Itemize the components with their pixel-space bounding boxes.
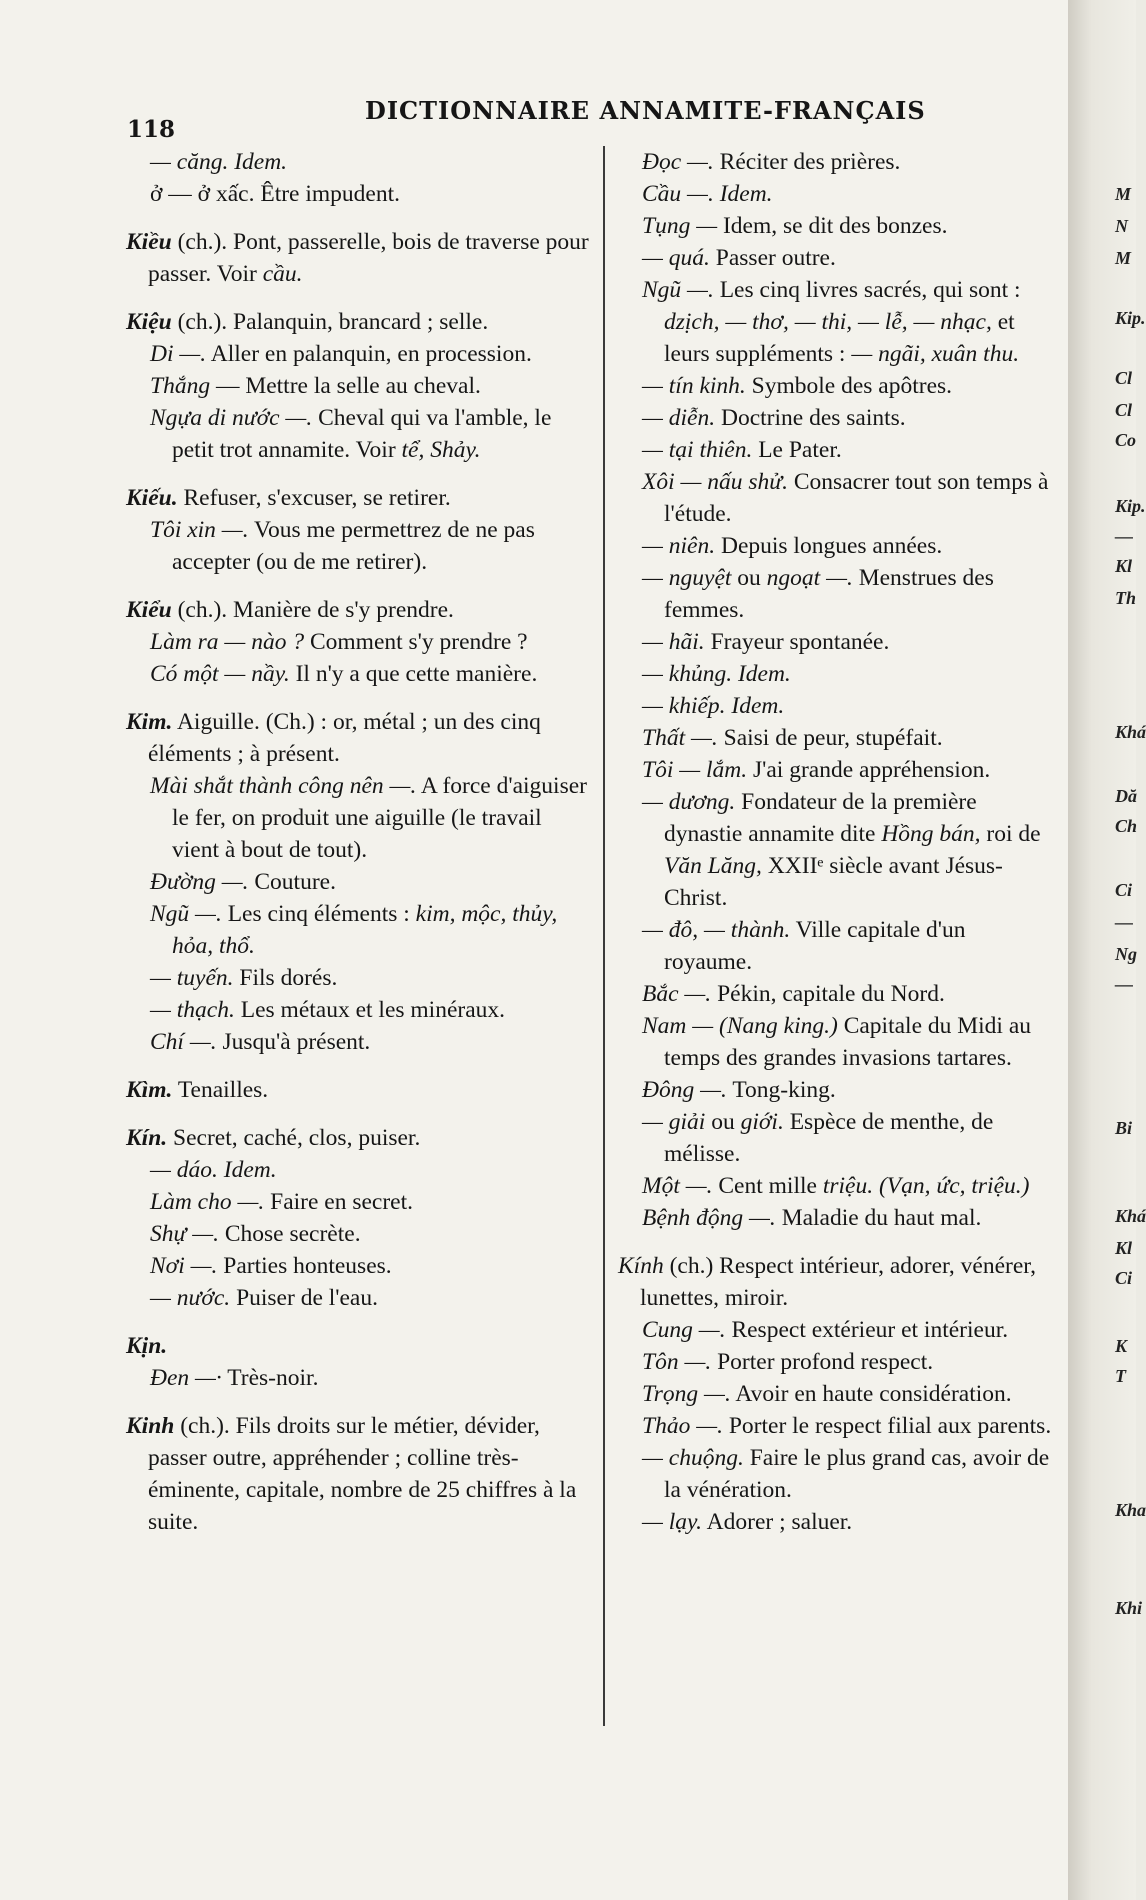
sub-entry xyxy=(150,1026,592,1058)
gloss: Pékin, capitale du Nord. xyxy=(717,981,945,1007)
definition: (ch.) Respect intérieur, adorer, vénérer, lunettes, miroir. xyxy=(640,1253,1037,1311)
sub-entry xyxy=(642,1314,1056,1346)
gloss: et leurs suppléments : xyxy=(664,309,1015,367)
sub-entry xyxy=(642,466,1056,530)
gloss: Comment s'y prendre ? xyxy=(309,629,528,655)
phrase: Đường —. xyxy=(150,869,249,895)
phrase: Chí —. xyxy=(150,1029,217,1055)
phrase: — tuyến. xyxy=(150,965,234,991)
right-column xyxy=(618,146,1056,1538)
sub-entry xyxy=(150,402,592,466)
sub-entry xyxy=(642,914,1056,978)
entry-kin xyxy=(126,1122,592,1154)
sub-entry xyxy=(642,274,1056,370)
edge-fragment: Th xyxy=(1115,588,1137,608)
definition: (ch.). Fils droits sur le métier, dévider, passer outre, appréhender ; colline très-éminente, capitale, nombre de 25 chiffres à la suite. xyxy=(148,1413,577,1535)
phrase: — tín kinh. xyxy=(642,373,746,399)
phrase: Ngũ —. xyxy=(642,277,714,303)
edge-fragment: Ng xyxy=(1115,944,1137,964)
entry-line: — căng. Idem. xyxy=(150,149,288,175)
edge-fragment: M xyxy=(1115,248,1132,268)
sub-entry xyxy=(642,1506,1056,1538)
sub-entry xyxy=(642,146,1056,178)
gloss: Très-noir. xyxy=(227,1365,319,1391)
cross-reference: — ngãi, xuân thu. xyxy=(851,341,1020,367)
sub-entry xyxy=(642,754,1056,786)
phrase: giới. xyxy=(740,1109,784,1135)
sub-entry xyxy=(150,962,592,994)
edge-fragment: Co xyxy=(1115,430,1137,450)
phrase: Trọng —. xyxy=(642,1381,731,1407)
edge-fragment: Ci xyxy=(1115,880,1133,900)
phrase: Nơi —. xyxy=(150,1253,218,1279)
sub-entry xyxy=(150,514,592,578)
headword: Kính xyxy=(618,1253,664,1279)
phrase: — giải xyxy=(642,1109,706,1135)
headword: Kim. xyxy=(126,709,173,735)
cross-reference: Hồng bán, xyxy=(881,821,981,847)
headword: Kịn. xyxy=(126,1333,168,1359)
phrase: — thạch. xyxy=(150,997,235,1023)
phrase: Đọc —. xyxy=(642,149,714,175)
phrase: Cầu —. xyxy=(642,181,714,207)
sub-entry xyxy=(150,1154,592,1186)
phrase: Di —. xyxy=(150,341,207,367)
gloss: Le Pater. xyxy=(758,437,842,463)
phrase: — quá. xyxy=(642,245,710,271)
phrase: — đô, — thành. xyxy=(642,917,791,943)
sub-entry xyxy=(642,242,1056,274)
sub-entry xyxy=(642,178,1056,210)
phrase: Đen —· xyxy=(150,1365,222,1391)
phrase: Ngựa di nước —. xyxy=(150,405,313,431)
sub-entry xyxy=(642,626,1056,658)
phrase: — dương. xyxy=(642,789,736,815)
sub-entry xyxy=(150,1282,592,1314)
gloss: Idem. xyxy=(737,661,791,687)
phrase: — lạy. xyxy=(642,1509,703,1535)
phrase: Thắng xyxy=(150,373,211,399)
phrase: — nguyệt xyxy=(642,565,732,591)
edge-fragment: Cl xyxy=(1115,400,1133,420)
definition: (ch.). Manière de s'y prendre. xyxy=(177,597,454,623)
gloss: — Mettre la selle au cheval. xyxy=(215,373,481,399)
phrase: Thảo —. xyxy=(642,1413,723,1439)
gloss: Chose secrète. xyxy=(224,1221,361,1247)
sub-entry xyxy=(642,722,1056,754)
phrase: Làm cho —. xyxy=(150,1189,265,1215)
sub-entry xyxy=(150,866,592,898)
sub-entry xyxy=(642,370,1056,402)
gloss: Capitale du Midi au temps des grandes invasions tartares. xyxy=(664,1013,1032,1071)
gloss: Réciter des prières. xyxy=(719,149,901,175)
gloss: Saisi de peur, stupéfait. xyxy=(723,725,943,751)
running-title: DICTIONNAIRE ANNAMITE-FRANÇAIS xyxy=(365,96,926,125)
gloss: XXIIᵉ siècle avant Jésus-Christ. xyxy=(664,853,1003,911)
entry-kieu-bridge xyxy=(126,226,592,290)
phrase: Đông —. xyxy=(642,1077,727,1103)
edge-fragment: Khá xyxy=(1115,722,1146,742)
phrase: Bắc —. xyxy=(642,981,712,1007)
entry-kieu-manner xyxy=(126,594,592,626)
sub-entry xyxy=(642,1346,1056,1378)
definition: Tenailles. xyxy=(177,1077,269,1103)
gloss: Idem, se dit des bonzes. xyxy=(722,213,948,239)
edge-fragment: Kha xyxy=(1115,1500,1146,1520)
edge-fragment: Bi xyxy=(1115,1118,1133,1138)
phrase: Cung —. xyxy=(642,1317,726,1343)
sub-entry xyxy=(150,1362,592,1394)
phrase: — tại thiên. xyxy=(642,437,753,463)
sub-entry xyxy=(642,1202,1056,1234)
gloss: ou xyxy=(711,1109,735,1135)
headword: Kìm. xyxy=(126,1077,173,1103)
gloss: Faire le plus grand cas, avoir de la vénération. xyxy=(664,1445,1050,1503)
edge-fragment: Ci xyxy=(1115,1268,1133,1288)
gloss: Idem. xyxy=(731,693,785,719)
gloss: Passer outre. xyxy=(715,245,836,271)
headword: Kinh xyxy=(126,1413,175,1439)
definition: Refuser, s'excuser, se retirer. xyxy=(183,485,451,511)
definition: (ch.). Palanquin, brancard ; selle. xyxy=(177,309,489,335)
cross-reference: Văn Lăng, xyxy=(664,853,762,879)
sub-entry xyxy=(150,1250,592,1282)
cross-reference: tể, Shảy. xyxy=(401,437,481,463)
sub-entry xyxy=(150,994,592,1026)
edge-fragment: Cl xyxy=(1115,368,1133,388)
sub-entry xyxy=(150,1218,592,1250)
edge-fragment: Kip. xyxy=(1115,308,1146,328)
headword: Kiều xyxy=(126,229,172,255)
edge-fragment: M xyxy=(1115,184,1132,204)
sub-entry xyxy=(150,898,592,962)
gloss: Maladie du haut mal. xyxy=(781,1205,982,1231)
headword: Kín. xyxy=(126,1125,168,1151)
gloss: roi de xyxy=(986,821,1041,847)
sub-entry xyxy=(642,1442,1056,1506)
gloss: Couture. xyxy=(254,869,336,895)
gloss: ou xyxy=(737,565,761,591)
sub-entry xyxy=(642,402,1056,434)
gloss: Fils dorés. xyxy=(239,965,338,991)
edge-fragment: — xyxy=(1115,912,1133,932)
edge-fragment: Khá xyxy=(1115,1206,1146,1226)
sub-entry xyxy=(642,1170,1056,1202)
entry-line: ở — ở xấc. Être impudent. xyxy=(150,181,400,207)
sub-entry xyxy=(150,770,592,866)
sub-entry xyxy=(642,690,1056,722)
page-number: 118 xyxy=(127,116,176,143)
definition: Aiguille. (Ch.) : or, métal ; un des cinq éléments ; à présent. xyxy=(148,709,541,767)
gloss: Avoir en haute considération. xyxy=(735,1381,1012,1407)
phrase: Có một — nầy. xyxy=(150,661,290,687)
gloss: Faire en secret. xyxy=(270,1189,414,1215)
edge-fragment: — xyxy=(1115,974,1133,994)
entry-kim xyxy=(126,706,592,770)
gloss: Doctrine des saints. xyxy=(720,405,906,431)
cross-reference: dzịch, — thơ, — thi, — lễ, — nhạc, xyxy=(664,309,992,335)
gloss: Adorer ; saluer. xyxy=(706,1509,853,1535)
gloss: J'ai grande appréhension. xyxy=(753,757,991,783)
headword: Kiểu xyxy=(126,597,172,623)
sub-entry xyxy=(642,562,1056,626)
phrase: ngoạt —. xyxy=(766,565,853,591)
gloss: Puiser de l'eau. xyxy=(236,1285,378,1311)
gloss: Porter profond respect. xyxy=(717,1349,934,1375)
definition: (ch.). Pont, passerelle, bois de traverse pour passer. Voir xyxy=(148,229,589,287)
edge-fragment: Dă xyxy=(1115,786,1137,806)
entry-kieu-refuse xyxy=(126,482,592,514)
phrase: — hãi. xyxy=(642,629,705,655)
edge-fragment: Khi xyxy=(1115,1598,1143,1618)
cross-reference: kim, mộc, thủy, hỏa, thổ. xyxy=(172,901,558,959)
sub-entry xyxy=(150,338,592,370)
sub-entry xyxy=(642,786,1056,914)
sub-entry xyxy=(642,1074,1056,1106)
phrase: Một —. xyxy=(642,1173,713,1199)
sub-entry xyxy=(642,978,1056,1010)
edge-fragment: Kl xyxy=(1115,556,1133,576)
sub-entry xyxy=(642,1410,1056,1442)
phrase: — dáo. xyxy=(150,1157,218,1183)
sub-entry xyxy=(642,1010,1056,1074)
sub-entry xyxy=(150,626,592,658)
column-divider xyxy=(603,146,605,1726)
gloss: Consacrer tout son temps à l'étude. xyxy=(664,469,1049,527)
gloss: Porter le respect filial aux parents. xyxy=(728,1413,1052,1439)
phrase: — niên. xyxy=(642,533,716,559)
phrase: — nước. xyxy=(150,1285,231,1311)
cross-reference: cầu. xyxy=(262,261,303,287)
edge-fragment: — xyxy=(1115,526,1133,546)
gloss: Ville capitale d'un royaume. xyxy=(664,917,966,975)
entry-kim-tenailles xyxy=(126,1074,592,1106)
gloss: A force d'aiguiser le fer, on produit une aiguille (le travail vient à bout de tout). xyxy=(172,773,587,863)
entry-kinh-respect xyxy=(618,1250,1056,1314)
gloss: Idem. xyxy=(719,181,773,207)
edge-fragment: K xyxy=(1115,1336,1128,1356)
gloss: Frayeur spontanée. xyxy=(710,629,890,655)
gloss: Aller en palanquin, en procession. xyxy=(210,341,532,367)
sub-entry xyxy=(642,210,1056,242)
definition: Secret, caché, clos, puiser. xyxy=(173,1125,421,1151)
gloss: Les cinq éléments : xyxy=(227,901,410,927)
headword: Kiếu. xyxy=(126,485,178,511)
phrase: Làm ra — nào ? xyxy=(150,629,305,655)
gloss: Menstrues des femmes. xyxy=(664,565,994,623)
gloss: Tong-king. xyxy=(732,1077,836,1103)
gloss: Vous me permettrez de ne pas accepter (ou de me retirer). xyxy=(172,517,535,575)
phrase: Tôn —. xyxy=(642,1349,712,1375)
entry-kieu-palanquin xyxy=(126,306,592,338)
phrase: Thất —. xyxy=(642,725,718,751)
gloss: Cheval qui va l'amble, le petit trot annamite. Voir xyxy=(172,405,552,463)
phrase: Bệnh động —. xyxy=(642,1205,776,1231)
phrase: — chuộng. xyxy=(642,1445,744,1471)
phrase: Shự —. xyxy=(150,1221,219,1247)
sub-entry xyxy=(642,1378,1056,1410)
gloss: Il n'y a que cette manière. xyxy=(295,661,538,687)
entry-kin-black xyxy=(126,1330,592,1362)
sub-entry xyxy=(150,658,592,690)
phrase: Xôi — nấu shử. xyxy=(642,469,788,495)
sub-entry xyxy=(642,1106,1056,1170)
phrase: Mài shắt thành công nên —. xyxy=(150,773,417,799)
sub-entry xyxy=(150,1186,592,1218)
gloss: Parties honteuses. xyxy=(223,1253,392,1279)
sub-entry xyxy=(642,434,1056,466)
gloss: Respect extérieur et intérieur. xyxy=(731,1317,1009,1343)
sub-entry xyxy=(642,658,1056,690)
edge-fragment: Kl xyxy=(1115,1238,1133,1258)
gloss: Cent mille xyxy=(718,1173,817,1199)
phrase: Tôi xin —. xyxy=(150,517,249,543)
gloss: Les métaux et les minéraux. xyxy=(240,997,506,1023)
headword: Kiệu xyxy=(126,309,172,335)
left-column xyxy=(126,146,592,1554)
entry-kinh xyxy=(126,1410,592,1538)
phrase: — diễn. xyxy=(642,405,716,431)
gloss: Symbole des apôtres. xyxy=(751,373,953,399)
phrase: Ngũ —. xyxy=(150,901,222,927)
gloss: Espèce de menthe, de mélisse. xyxy=(664,1109,994,1167)
gloss: Idem. xyxy=(223,1157,277,1183)
edge-fragment: T xyxy=(1115,1366,1126,1386)
phrase: Tôi — lắm. xyxy=(642,757,748,783)
sub-entry xyxy=(150,370,592,402)
gloss: Depuis longues années. xyxy=(720,533,943,559)
gloss: Les cinq livres sacrés, qui sont : xyxy=(719,277,1021,303)
phrase: Tụng — xyxy=(642,213,718,239)
gloss: Fondateur de la première dynastie annamite dite xyxy=(664,789,977,847)
edge-fragment: Kip. xyxy=(1115,496,1146,516)
phrase: Nam — (Nang king.) xyxy=(642,1013,838,1039)
edge-fragment: Ch xyxy=(1115,816,1138,836)
phrase: — khủng. xyxy=(642,661,733,687)
gloss: Jusqu'à présent. xyxy=(222,1029,371,1055)
edge-fragment: N xyxy=(1115,216,1128,236)
sub-entry xyxy=(642,530,1056,562)
phrase: — khiếp. xyxy=(642,693,726,719)
cross-reference: triệu. (Vạn, ức, triệu.) xyxy=(822,1173,1030,1199)
